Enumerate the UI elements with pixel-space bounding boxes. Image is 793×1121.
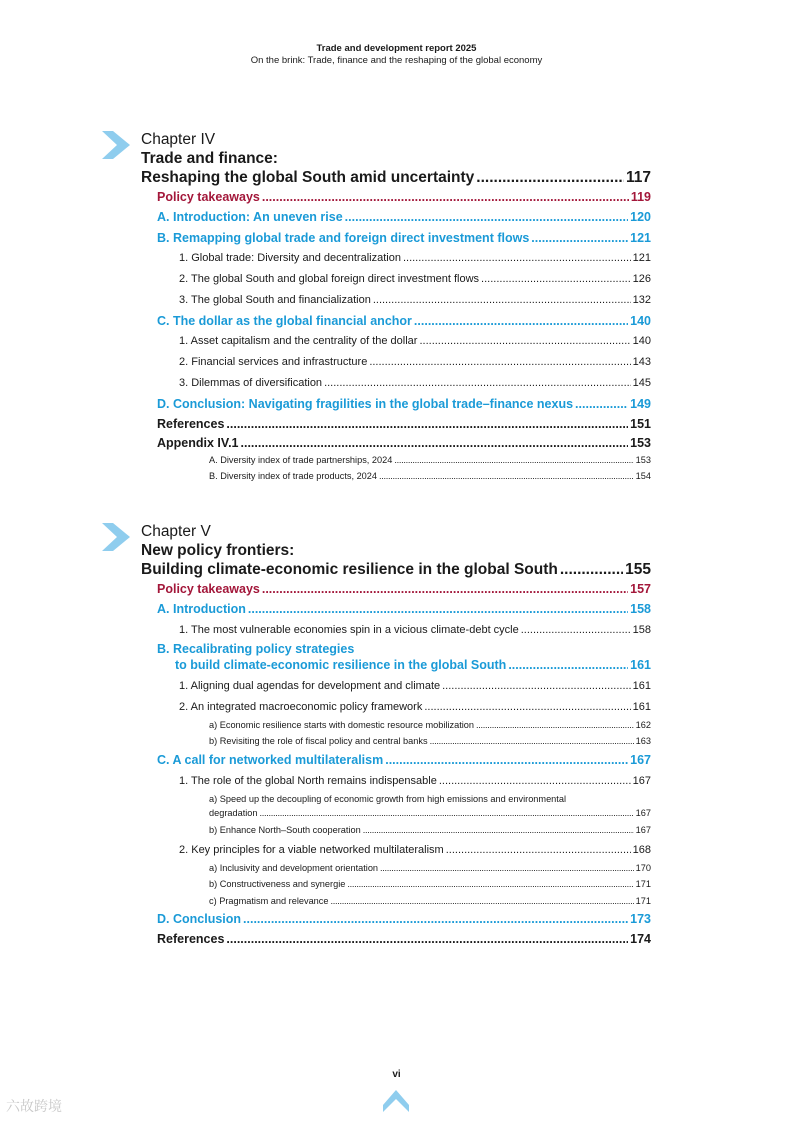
toc-entry[interactable]: References ..... 174 (157, 931, 651, 947)
watermark: 六故跨境 (6, 1098, 62, 1114)
toc-chapter-4-entry[interactable] (141, 169, 651, 187)
chapter-chevron-icon (101, 130, 131, 160)
toc-entry[interactable]: to build climate-economic resilience in the global South ..... 161 (175, 657, 651, 673)
toc-entry-text: Building climate-economic resilience in the global South (141, 561, 558, 578)
toc-entry-text: Reshaping the global South amid uncertainty (141, 169, 475, 186)
toc-entry[interactable]: b) Constructiveness and synergie ..... 171 (209, 878, 651, 890)
page-number: vi (392, 1069, 401, 1080)
toc-entry[interactable]: 1. Asset capitalism and the centrality of the dollar ..... 140 (179, 334, 651, 348)
chapter-5-title-line1: New policy frontiers: (141, 542, 295, 559)
toc-entry[interactable]: A. Introduction: An uneven rise ..... 120 (157, 209, 651, 225)
toc-entry[interactable]: 1. Global trade: Diversity and decentralization ..... 121 (179, 251, 651, 265)
back-to-top-icon[interactable] (382, 1089, 410, 1113)
chapter-chevron-icon (101, 522, 131, 552)
toc-entry[interactable]: A. Diversity index of trade partnerships, 2024 ..... 153 (209, 454, 651, 466)
toc-entry[interactable]: C. The dollar as the global financial anchor ..... 140 (157, 313, 651, 329)
chapter-5-label: Chapter V (141, 523, 211, 540)
toc-entry[interactable]: 1. The most vulnerable economies spin in a vicious climate-debt cycle ..... 158 (179, 623, 651, 637)
toc-entry[interactable]: b) Revisiting the role of fiscal policy and central banks ..... 163 (209, 735, 651, 747)
toc-entry[interactable]: 2. An integrated macroeconomic policy framework ..... 161 (179, 700, 651, 714)
toc-entry[interactable]: B. Remapping global trade and foreign direct investment flows ..... 121 (157, 230, 651, 246)
toc-entry[interactable]: 2. The global South and global foreign direct investment flows ..... 126 (179, 272, 651, 286)
report-title: Trade and development report 2025 (316, 43, 477, 54)
chapter-4-label: Chapter IV (141, 131, 216, 148)
toc-entry[interactable]: C. A call for networked multilateralism ..... 167 (157, 752, 651, 768)
toc-entry[interactable]: References ..... 151 (157, 416, 651, 432)
toc-entry[interactable]: A. Introduction ..... 158 (157, 601, 651, 617)
toc-entry[interactable]: b) Enhance North–South cooperation ..... 167 (209, 824, 651, 836)
running-header (0, 43, 793, 67)
toc-entry[interactable]: 2. Financial services and infrastructure ..... 143 (179, 355, 651, 369)
toc-entry-line1[interactable]: a) Speed up the decoupling of economic growth from high emissions and environmental (209, 794, 566, 804)
toc-chapter-5-entry[interactable] (141, 561, 651, 579)
toc-entry[interactable]: c) Pragmatism and relevance ..... 171 (209, 895, 651, 907)
toc-entry[interactable]: B. Diversity index of trade products, 2024 ..... 154 (209, 470, 651, 482)
toc-page-number: 117 (625, 169, 651, 186)
toc-entry[interactable]: Policy takeaways ..... 157 (157, 581, 651, 597)
chapter-4-title-line1: Trade and finance: (141, 150, 278, 167)
toc-page-number: 155 (625, 561, 651, 578)
toc-entry[interactable]: D. Conclusion ..... 173 (157, 911, 651, 927)
toc-entry[interactable]: D. Conclusion: Navigating fragilities in the global trade–finance nexus ..... 149 (157, 396, 651, 412)
toc-entry[interactable]: a) Inclusivity and development orientation ..... 170 (209, 862, 651, 874)
toc-entry[interactable]: 2. Key principles for a viable networked multilateralism ..... 168 (179, 843, 651, 857)
toc-entry[interactable]: 1. Aligning dual agendas for development and climate ..... 161 (179, 679, 651, 693)
toc-entry[interactable]: Appendix IV.1 ..... 153 (157, 435, 651, 451)
report-subtitle: On the brink: Trade, finance and the reshaping of the global economy (250, 55, 543, 66)
toc-entry[interactable]: Policy takeaways ..... 119 (157, 189, 651, 205)
toc-entry[interactable]: 3. The global South and financialization ..... 132 (179, 293, 651, 307)
toc-entry[interactable]: a) Economic resilience starts with domestic resource mobilization ..... 162 (209, 719, 651, 731)
toc-entry[interactable]: 1. The role of the global North remains indispensable ..... 167 (179, 774, 651, 788)
toc-entry-line1[interactable]: B. Recalibrating policy strategies (157, 642, 355, 656)
toc-entry[interactable]: degradation ..... 167 (209, 807, 651, 819)
toc-entry[interactable]: 3. Dilemmas of diversification ..... 145 (179, 376, 651, 390)
